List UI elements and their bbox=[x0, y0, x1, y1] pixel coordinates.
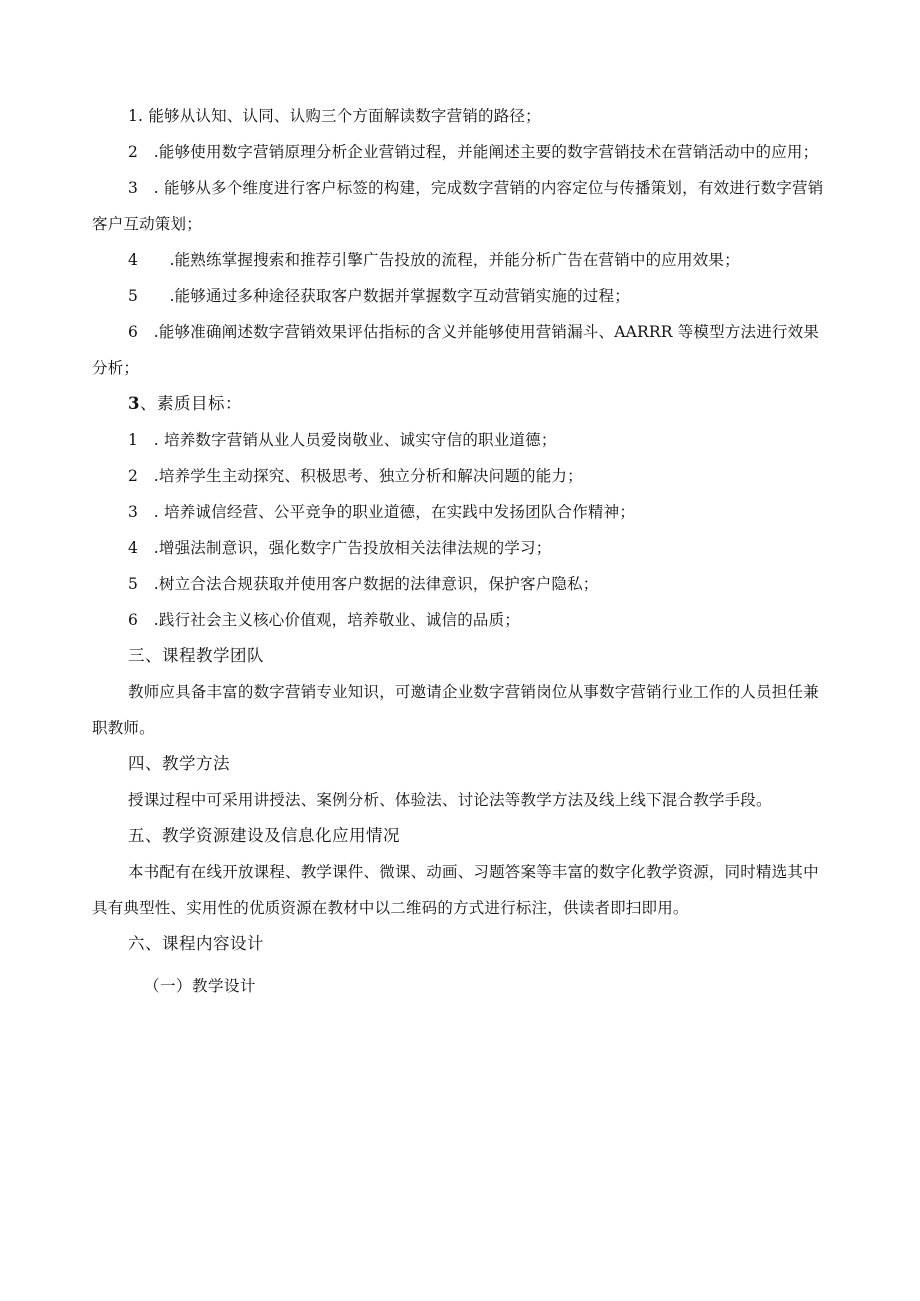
quality-heading-text: 、素质目标： bbox=[139, 394, 242, 413]
quality-item-5: 5 .树立合法合规获取并使用客户数据的法律意识，保护客户隐私； bbox=[128, 575, 599, 593]
section-resources-body: 本书配有在线开放课程、教学课件、微课、动画、习题答案等丰富的数字化教学资源，同时精选其中具有典型性、实用性的优质资源在教材中以二维码的方式进行标注，供读者即扫即用。 bbox=[92, 863, 819, 917]
quality-item-4: 4 .增强法制意识，强化数字广告投放相关法律法规的学习； bbox=[128, 539, 552, 557]
quality-item-1: 1 . 培养数字营销从业人员爱岗敬业、诚实守信的职业道德； bbox=[128, 431, 557, 449]
section-teaching-methods-title: 四、教学方法 bbox=[128, 754, 230, 773]
ability-item-2: 2 .能够使用数字营销原理分析企业营销过程，并能阐述主要的数字营销技术在营销活动中的应用； bbox=[128, 143, 819, 161]
section-teaching-team-title: 三、课程教学团队 bbox=[128, 646, 264, 665]
quality-item-2: 2 .培养学生主动探究、积极思考、独立分析和解决问题的能力； bbox=[128, 467, 583, 485]
ability-item-1: 1. 能够从认知、认同、认购三个方面解读数字营销的路径； bbox=[128, 107, 541, 125]
quality-heading-number: 3 bbox=[128, 394, 140, 413]
section-teaching-design-subtitle: （一）教学设计 bbox=[144, 977, 257, 995]
quality-goals-heading bbox=[92, 386, 826, 422]
ability-item-4: 4 .能熟练掌握搜索和推荐引擎广告投放的流程，并能分析广告在营销中的应用效果； bbox=[128, 251, 740, 269]
ability-item-5: 5 .能够通过多种途径获取客户数据并掌握数字互动营销实施的过程； bbox=[128, 287, 630, 305]
quality-item-6: 6 .践行社会主义核心价值观，培养敬业、诚信的品质； bbox=[128, 611, 520, 629]
section-teaching-team-body: 教师应具备丰富的数字营销专业知识，可邀请企业数字营销岗位从事数字营销行业工作的人员担任兼职教师。 bbox=[92, 683, 819, 737]
section-resources-title: 五、教学资源建设及信息化应用情况 bbox=[128, 826, 400, 845]
ability-item-6: 6 .能够准确阐述数字营销效果评估指标的含义并能够使用营销漏斗、AARRR 等模型方法进行效果分析； bbox=[92, 323, 820, 377]
quality-item-3: 3 . 培养诚信经营、公平竞争的职业道德，在实践中发扬团队合作精神； bbox=[128, 503, 636, 521]
ability-item-3: 3 . 能够从多个维度进行客户标签的构建，完成数字营销的内容定位与传播策划，有效进行数字营销客户互动策划； bbox=[92, 179, 824, 233]
section-teaching-methods-body: 授课过程中可采用讲授法、案例分析、体验法、讨论法等教学方法及线上线下混合教学手段。 bbox=[128, 791, 772, 809]
section-content-design-title: 六、课程内容设计 bbox=[128, 934, 264, 953]
